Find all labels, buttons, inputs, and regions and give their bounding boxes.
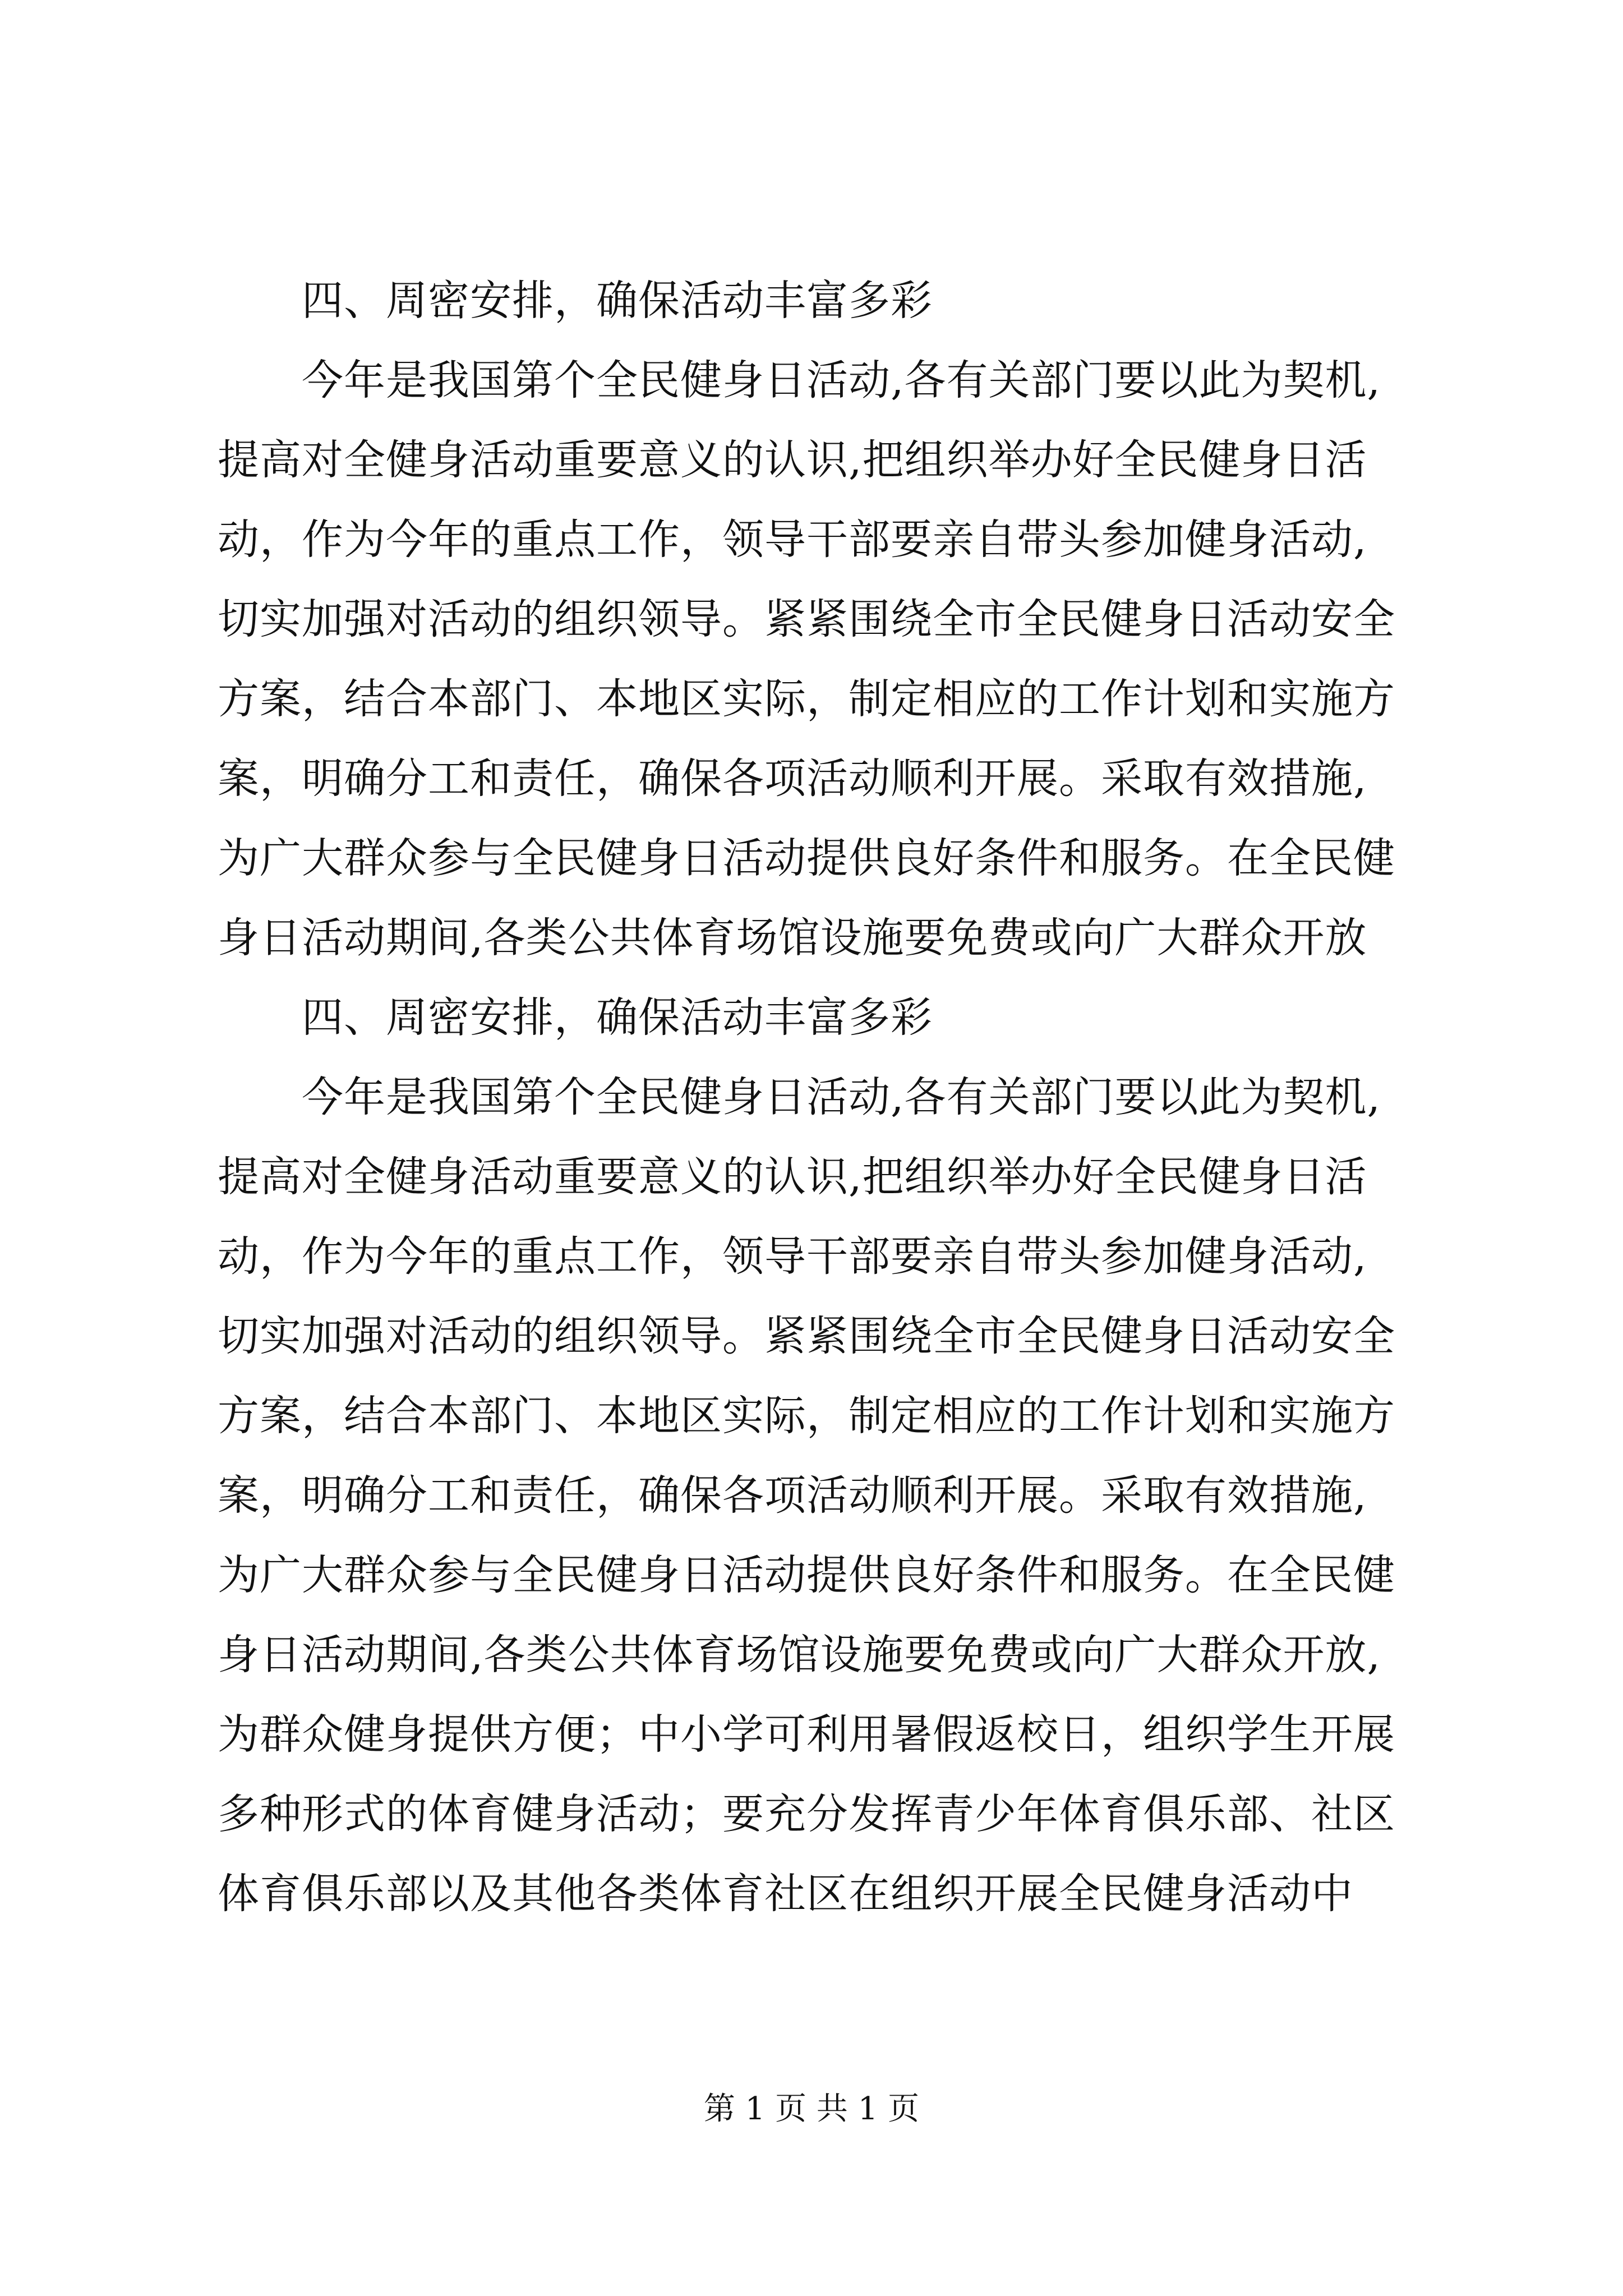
paragraph-line: 案，明确分工和责任，确保各项活动顺利开展。采取有效措施, [218,1471,1367,1520]
paragraph-line: 身日活动期间,各类公共体育场馆设施要免费或向广大群众开放, [218,1631,1381,1679]
paragraph-line: 今年是我国第个全民健身日活动,各有关部门要以此为契机, [302,356,1381,404]
paragraph-line: 体育俱乐部以及其他各类体育社区在组织开展全民健身活动中 [218,1870,1353,1918]
paragraph-line: 多种形式的体育健身活动；要充分发挥青少年体育俱乐部、社区 [218,1790,1395,1838]
section-heading-2: 四、周密安排，确保活动丰富多彩 [302,993,933,1042]
page-number-footer: 第 1 页 共 1 页 [703,2091,920,2127]
paragraph-line: 身日活动期间,各类公共体育场馆设施要免费或向广大群众开放 [218,914,1367,962]
paragraph-line: 为广大群众参与全民健身日活动提供良好条件和服务。在全民健 [218,834,1395,882]
paragraph-line: 提高对全健身活动重要意义的认识,把组织举办好全民健身日活 [218,1153,1367,1201]
paragraph-line: 提高对全健身活动重要意义的认识,把组织举办好全民健身日活 [218,436,1367,484]
paragraph-line: 案，明确分工和责任，确保各项活动顺利开展。采取有效措施, [218,754,1367,803]
paragraph-line: 动，作为今年的重点工作，领导干部要亲自带头参加健身活动, [218,1232,1367,1281]
paragraph-line: 今年是我国第个全民健身日活动,各有关部门要以此为契机, [302,1073,1381,1121]
paragraph-line: 切实加强对活动的组织领导。紧紧围绕全市全民健身日活动安全 [218,1312,1395,1360]
document-body [218,261,1471,1934]
paragraph-line: 动，作为今年的重点工作，领导干部要亲自带头参加健身活动, [218,516,1367,564]
paragraph-line: 方案，结合本部门、本地区实际，制定相应的工作计划和实施方 [218,675,1395,723]
section-heading-1: 四、周密安排，确保活动丰富多彩 [302,277,933,325]
paragraph-line: 切实加强对活动的组织领导。紧紧围绕全市全民健身日活动安全 [218,595,1395,643]
paragraph-line: 方案，结合本部门、本地区实际，制定相应的工作计划和实施方 [218,1392,1395,1440]
paragraph-line: 为广大群众参与全民健身日活动提供良好条件和服务。在全民健 [218,1551,1395,1599]
paragraph-line: 为群众健身提供方便；中小学可利用暑假返校日，组织学生开展 [218,1710,1395,1759]
